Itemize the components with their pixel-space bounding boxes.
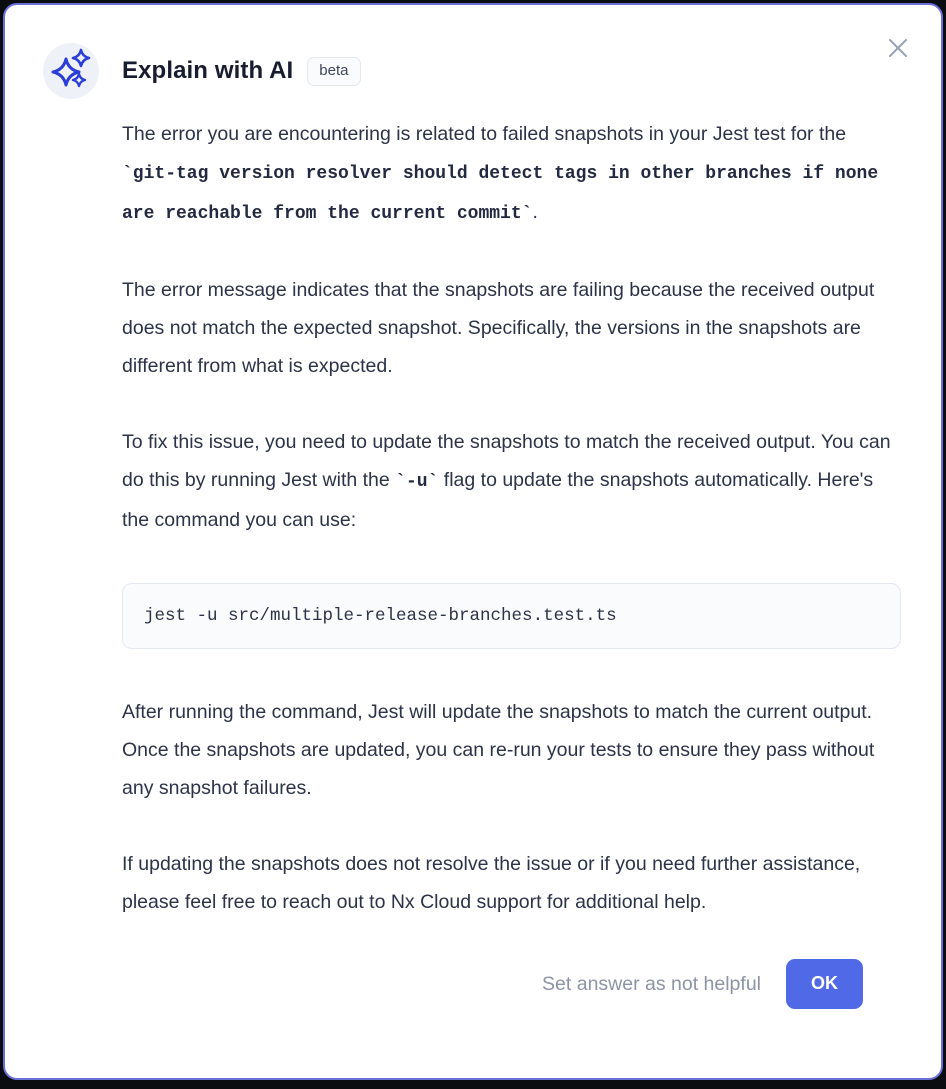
dialog-title: Explain with AI [122,57,294,84]
paragraph-5: If updating the snapshots does not resolve the issue or if you need further assistance, please feel free to reach out to Nx Cloud support for additional help. [122,853,861,913]
ai-avatar [43,43,99,99]
beta-badge: beta [307,57,360,86]
command-code-block [122,583,901,649]
paragraph-2: The error message indicates that the snapshots are failing because the received output does not match the expected snapshot. Specifically, the versions in the snapshots are different from what is expected. [122,279,875,377]
ok-button[interactable]: OK [786,959,863,1009]
dialog-footer [122,959,901,1009]
sparkles-icon [43,41,99,102]
inline-code-u-flag: `-u` [395,472,439,492]
paragraph-1-text: The error you are encountering is related to failed snapshots in your Jest test for the [122,123,847,145]
dialog-body [5,99,941,1009]
paragraph-1-tail: . [532,201,538,223]
title-row [122,57,361,86]
paragraph-4: After running the command, Jest will update the snapshots to match the current output. Once the snapshots are updated, you can re-run your tests to ensure they pass without any snapshot failures. [122,701,875,799]
paragraph-3-tail: flag to update the snapshots automatically. Here's the command you can use: [122,469,874,531]
close-button[interactable] [883,34,913,64]
paragraph-1 [122,115,901,233]
close-icon [885,35,911,64]
not-helpful-button[interactable]: Set answer as not helpful [542,972,761,995]
explain-with-ai-dialog [3,3,943,1080]
dialog-header [5,5,941,99]
command-text: jest -u src/multiple-release-branches.test.ts [144,606,617,626]
inline-code-test-name: `git-tag version resolver should detect tags in other branches if none are reachable from the current commit` [122,164,879,224]
paragraph-3 [122,423,901,539]
paragraph-3-text: To fix this issue, you need to update the snapshots to match the received output. You can do this by running Jest with the [122,431,891,491]
